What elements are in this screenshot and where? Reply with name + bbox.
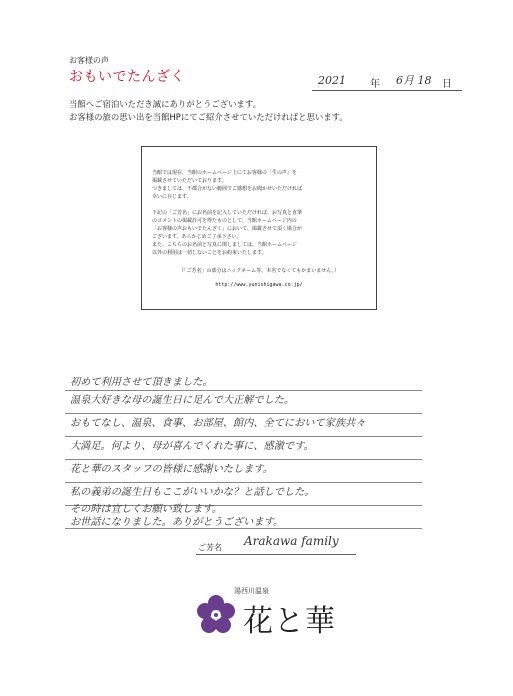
comment-line: お世話になりました。ありがとうございます。 (70, 517, 284, 528)
intro-line-1: 当館へご宿泊いただき誠にありがとうございます。 (69, 99, 261, 109)
date-underline (312, 90, 462, 91)
notice-line: 「お客様の声おもいでたんざく」において、掲載させて頂く場合が (152, 226, 302, 232)
flower-logo-icon (195, 594, 237, 636)
logo-kana: 湯西川温泉 (234, 587, 269, 595)
comment-line: その時は宜しくお願い致します。 (70, 504, 222, 515)
notice-line: （「ご芳名」の部分はニックネーム等、本名でなくてもかまいません。） (178, 268, 340, 274)
notice-box (141, 146, 377, 310)
page-title: おもいでたんざく (69, 69, 185, 85)
notice-line: 当館では現在、当館のホームページ上にてお客様の「生の声」を (152, 170, 297, 176)
notice-line: また、こちらのお名前と写真に関しましては、当館ホームページ (152, 242, 297, 248)
year-label: 年 (370, 79, 380, 90)
notice-line: つきましては、不都合がない範囲でご感想をお聞かせいただければ (152, 186, 303, 192)
notice-line: 下記の「ご芳名」にお名前を記入していただければ、お写真と直筆 (152, 210, 303, 216)
logo-name: 花と華 (243, 604, 336, 639)
comment-line: 私の義弟の誕生日もここがいいかな？と話しでした。 (70, 487, 315, 498)
date-field (312, 72, 462, 92)
notice-line: 掲載させていただいております。 (152, 178, 227, 184)
notice-line: のコメントの掲載許可を得たものとして、当館ホームページ内の (152, 218, 297, 224)
intro-line-2: お客様の旅の思い出を当館HPにてご紹介させていただければと思います。 (69, 112, 348, 122)
comment-rule (65, 528, 422, 529)
comment-line: 花と華のスタッフの皆様に感謝いたします。 (70, 464, 273, 475)
comment-line: 温泉大好きな母の誕生日に足んで大正解でした。 (70, 395, 295, 406)
notice-url: http://www.yunishigawa.co.jp/ (215, 282, 303, 288)
signature-underline (196, 554, 356, 555)
signature-label: ご芳名 (198, 543, 222, 552)
day-label: 日 (442, 79, 452, 90)
notice-line: ございます。あらかじめご了承下さい。 (152, 234, 242, 240)
comment-line: おもてなし、温泉、食事、お部屋、館内、全てにおいて家族共々 (70, 418, 366, 429)
year-value: 2021 (318, 74, 346, 87)
signature-value: Arakawa family (244, 534, 339, 548)
comment-line: 大満足。何より、母が喜んでくれた事に、感激です。 (70, 441, 314, 452)
notice-line: 以外の利用は一切しないことをお約束いたします。 (152, 250, 267, 256)
month-day-value: 6月 18 (396, 74, 432, 87)
comment-line: 初めて利用させて頂きました。 (70, 377, 213, 388)
subtitle: お客様の声 (69, 56, 109, 65)
notice-line: 幸いに存じます。 (152, 194, 192, 200)
